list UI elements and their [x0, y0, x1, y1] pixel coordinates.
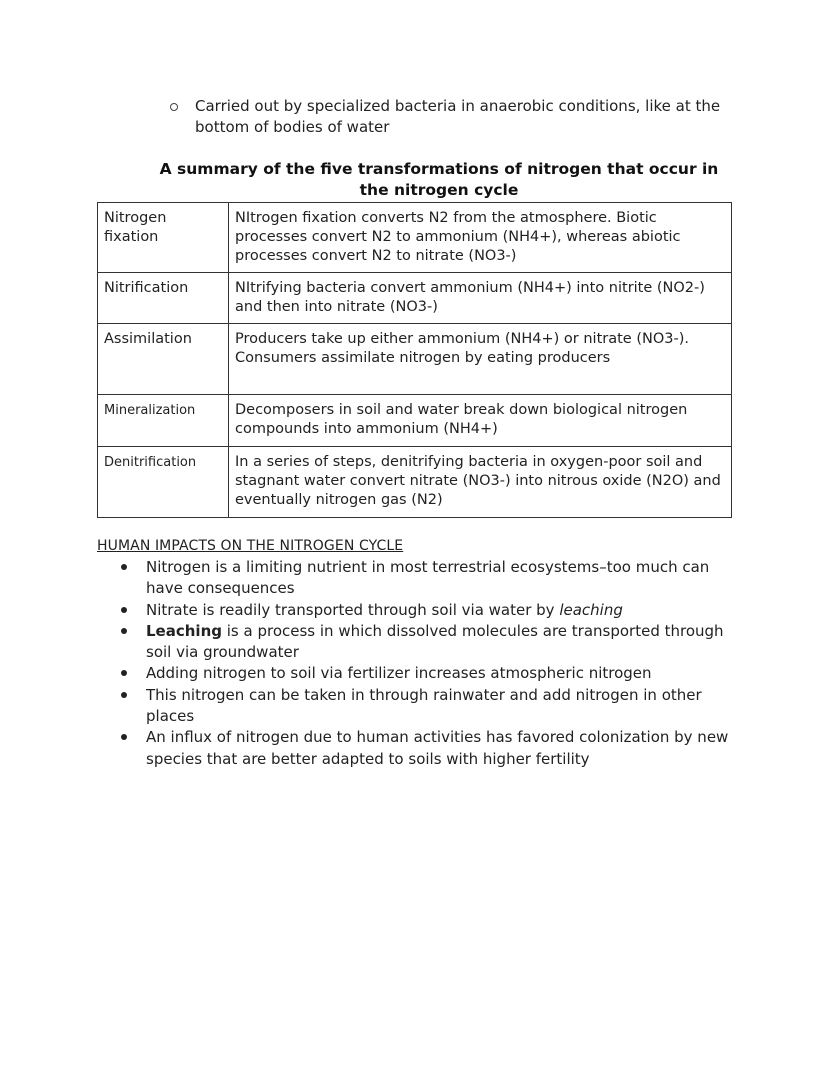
table-row	[98, 273, 732, 324]
list-item-text: Nitrate is readily transported through soil via water by	[146, 600, 560, 619]
bullet-dot-icon	[121, 628, 127, 634]
table-row	[98, 203, 732, 273]
term-cell: Nitrogen fixation	[98, 203, 229, 273]
human-impacts-heading: HUMAN IMPACTS ON THE NITROGEN CYCLE	[97, 538, 404, 554]
hollow-circle-bullet-icon	[170, 103, 178, 111]
description-cell: Decomposers in soil and water break down biological nitrogen compounds into ammonium (NH4+)	[229, 395, 732, 447]
intro-sub-bullet	[170, 96, 730, 138]
list-item-text: This nitrogen can be taken in through rainwater and add nitrogen in other places	[146, 685, 702, 726]
term-cell: Nitrification	[98, 273, 229, 324]
table-row	[98, 447, 732, 518]
description-cell: Producers take up either ammonium (NH4+) or nitrate (NO3-). Consumers assimilate nitrogen by eating producers	[229, 324, 732, 395]
bold-term: Leaching	[146, 621, 222, 640]
list-item	[97, 557, 737, 600]
list-item	[97, 663, 737, 684]
human-impacts-list	[97, 557, 737, 770]
table-row	[98, 395, 732, 447]
bullet-dot-icon	[121, 692, 127, 698]
nitrogen-transformations-table	[97, 202, 732, 518]
list-item	[97, 685, 737, 728]
bullet-dot-icon	[121, 734, 127, 740]
term-cell: Mineralization	[98, 395, 229, 447]
sub-bullet-text: Carried out by specialized bacteria in anaerobic conditions, like at the bottom of bodies of water	[195, 97, 721, 136]
description-cell: In a series of steps, denitrifying bacteria in oxygen-poor soil and stagnant water convert nitrate (NO3-) into nitrous oxide (N2O) and eventually nitrogen gas (N2)	[229, 447, 732, 518]
term-cell: Assimilation	[98, 324, 229, 395]
italic-term: leaching	[559, 600, 623, 619]
list-item	[97, 621, 737, 664]
list-item	[97, 600, 737, 621]
table-row	[98, 324, 732, 395]
list-item-text: is a process in which dissolved molecules are transported through soil via groundwater	[146, 621, 724, 662]
description-cell: NItrogen fixation converts N2 from the atmosphere. Biotic processes convert N2 to ammonium (NH4+), whereas abiotic processes convert N2 to nitrate (NO3-)	[229, 203, 732, 273]
term-cell: Denitrification	[98, 447, 229, 518]
list-item	[97, 727, 737, 770]
bullet-dot-icon	[121, 607, 127, 613]
table-caption: A summary of the five transformations of nitrogen that occur in the nitrogen cycle	[159, 160, 719, 199]
bullet-dot-icon	[121, 564, 127, 570]
bullet-dot-icon	[121, 670, 127, 676]
list-item-text: Nitrogen is a limiting nutrient in most terrestrial ecosystems–too much can have consequences	[146, 558, 710, 598]
list-item-text: Adding nitrogen to soil via fertilizer increases atmospheric nitrogen	[146, 664, 652, 683]
description-cell: NItrifying bacteria convert ammonium (NH4+) into nitrite (NO2-) and then into nitrate (NO3-)	[229, 273, 732, 324]
list-item-text: An influx of nitrogen due to human activities has favored colonization by new species that are better adapted to soils with higher fertility	[146, 728, 729, 768]
